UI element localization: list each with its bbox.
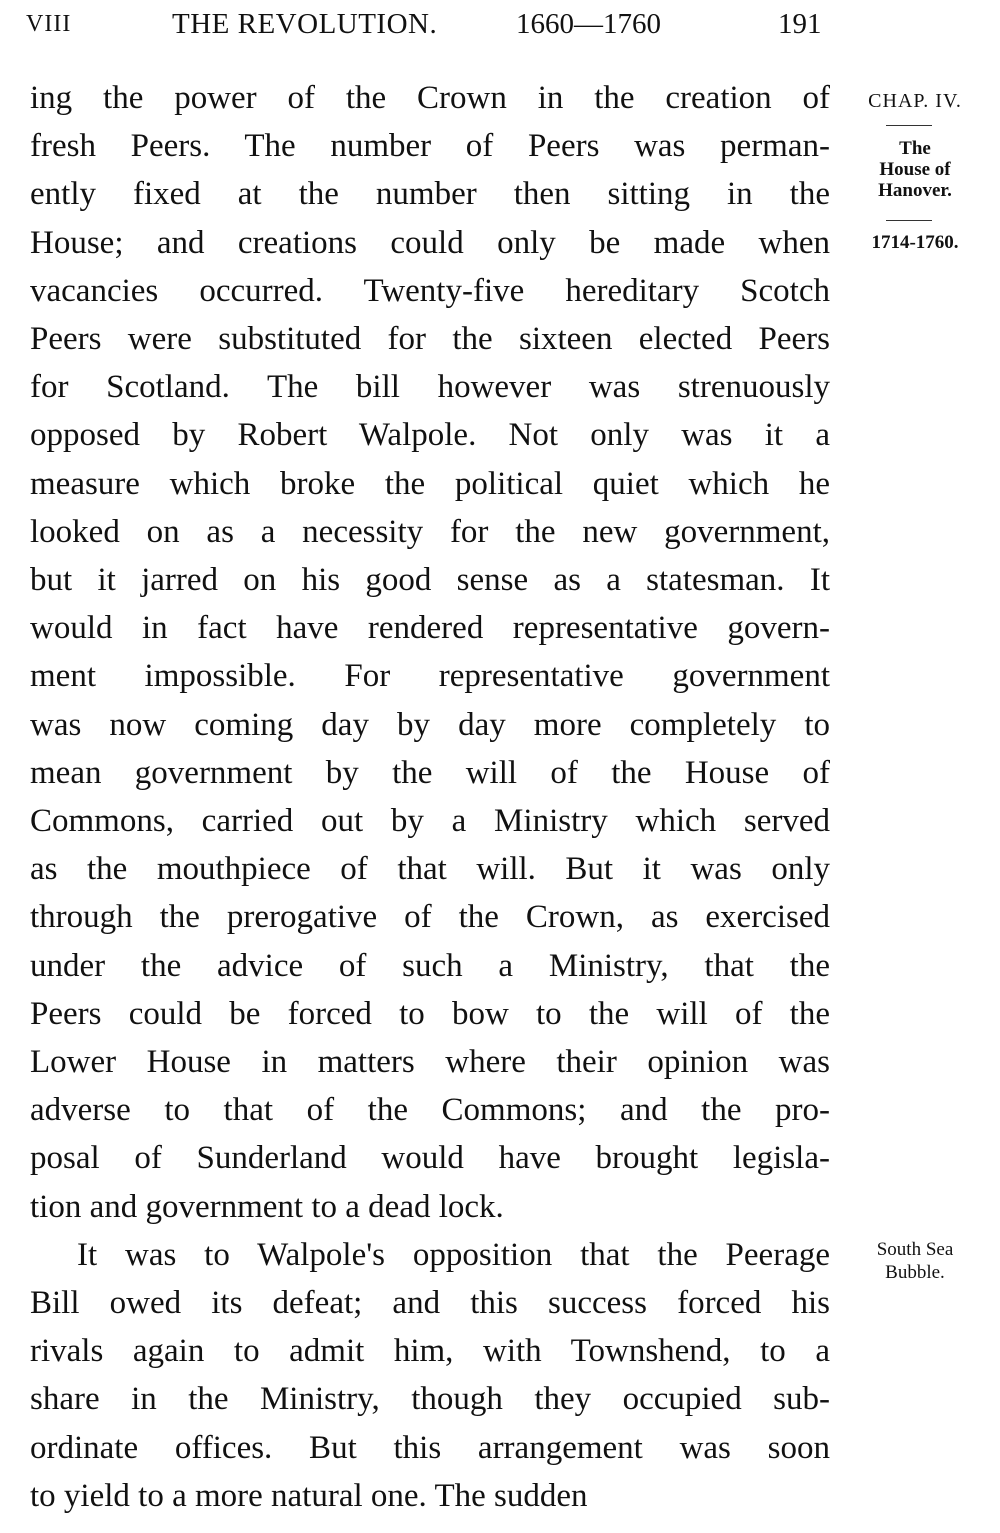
text-line: was now coming day by day more completely to	[30, 706, 830, 743]
text-line: looked on as a necessity for the new government,	[30, 513, 830, 550]
header-title: THE REVOLUTION.	[172, 8, 438, 40]
margin-chapter-label: CHAP. IV.	[868, 90, 962, 112]
text-line: adverse to that of the Commons; and the pro-	[30, 1092, 830, 1129]
running-head	[26, 4, 826, 44]
margin-section-line: House of	[879, 159, 951, 180]
text-line: as the mouthpiece of that will. But it was only	[30, 851, 830, 888]
paragraph	[30, 74, 830, 1231]
text-line: rivals again to admit him, with Townshend, to a	[30, 1333, 830, 1370]
margin-divider	[886, 220, 932, 221]
text-line: tion and government to a dead lock.	[30, 1188, 504, 1225]
text-line: share in the Ministry, though they occupied sub-	[30, 1381, 830, 1418]
text-line: through the prerogative of the Crown, as exercised	[30, 899, 830, 936]
margin-section-line: The	[899, 138, 931, 159]
margin-topic-line: South Sea	[876, 1239, 954, 1260]
text-line: ment impossible. For representative government	[30, 658, 830, 695]
text-line: posal of Sunderland would have brought legisla-	[30, 1140, 830, 1177]
margin-section-label	[848, 138, 982, 201]
text-line: would in fact have rendered representative govern-	[30, 610, 830, 647]
margin-section-line: Hanover.	[878, 180, 952, 201]
text-line: Commons, carried out by a Ministry which served	[30, 803, 830, 840]
text-line: Lower House in matters where their opinion was	[30, 1044, 830, 1081]
text-line: ordinate offices. But this arrangement was soon	[30, 1429, 830, 1466]
text-line: ing the power of the Crown in the creation of	[30, 80, 830, 116]
header-part-number: VIII	[26, 11, 72, 37]
text-line: under the advice of such a Ministry, that the	[30, 947, 830, 984]
margin-years-label: 1714-1760.	[871, 232, 959, 253]
text-line: measure which broke the political quiet which he	[30, 465, 830, 502]
text-line: Peers could be forced to bow to the will of the	[30, 995, 830, 1032]
text-line: fresh Peers. The number of Peers was perman-	[30, 128, 830, 165]
text-line: but it jarred on his good sense as a statesman. It	[30, 562, 830, 599]
text-line: Peers were substituted for the sixteen elected Peers	[30, 321, 830, 358]
margin-topic-note	[848, 1238, 982, 1284]
text-line: ently fixed at the number then sitting in the	[30, 176, 830, 213]
text-line: It was to Walpole's opposition that the Peerage	[77, 1236, 830, 1273]
paragraph	[30, 1231, 830, 1520]
text-line: mean government by the will of the House of	[30, 754, 830, 791]
text-line: vacancies occurred. Twenty-five hereditary Scotch	[30, 272, 830, 309]
text-line: House; and creations could only be made when	[30, 224, 830, 261]
text-line: to yield to a more natural one. The sudden	[30, 1477, 588, 1514]
margin-divider	[886, 125, 932, 126]
margin-topic-line: Bubble.	[885, 1262, 945, 1283]
body-text	[30, 74, 830, 1520]
header-dates: 1660—1760	[516, 8, 661, 40]
page-number: 191	[778, 8, 822, 40]
text-line: opposed by Robert Walpole. Not only was it a	[30, 417, 830, 454]
text-line: Bill owed its defeat; and this success forced his	[30, 1285, 830, 1322]
text-line: for Scotland. The bill however was strenuously	[30, 369, 830, 406]
